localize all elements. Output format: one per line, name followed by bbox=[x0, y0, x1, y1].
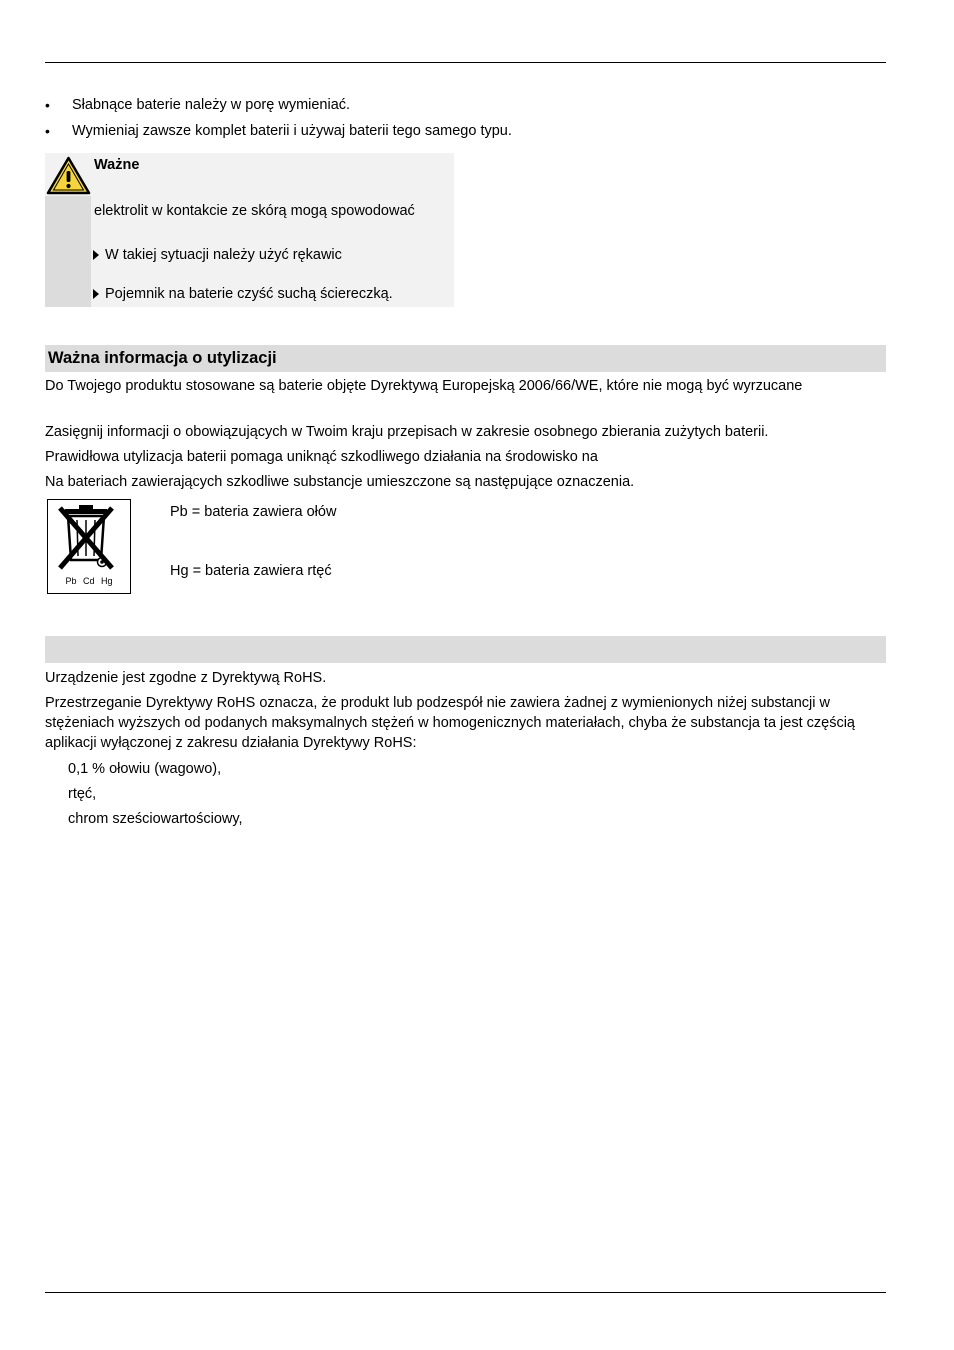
warning-strip bbox=[45, 196, 91, 307]
section-title-disposal: Ważna informacja o utylizacji bbox=[48, 349, 277, 367]
footer-rule bbox=[45, 1292, 886, 1293]
disposal-line: Prawidłowa utylizacja baterii pomaga uniknąć szkodliwego działania na środowisko na bbox=[45, 449, 598, 465]
warning-box bbox=[45, 153, 454, 307]
disposal-intro: Do Twojego produktu stosowane są baterie objęte Dyrektywą Europejską 2006/66/WE, które nie mogą być wyrzucane bbox=[45, 378, 803, 394]
rohs-item: 0,1 % ołowiu (wagowo), bbox=[68, 761, 222, 777]
arrow-icon bbox=[93, 250, 99, 260]
crossed-bin-symbol bbox=[47, 499, 131, 594]
warning-step: Pojemnik na baterie czyść suchą ściereczką. bbox=[105, 286, 393, 302]
warning-text: elektrolit w kontakcie ze skórą mogą spowodować bbox=[94, 203, 415, 219]
rohs-paragraph: Przestrzeganie Dyrektywy RoHS oznacza, że produkt lub podzespół nie zawiera żadnej z wymienionych niżej substancji w stężeniach wyższych od podanych maksymalnych stężeń w homogenicznych materiałach, chyba że substancja ta jest częścią aplikacji wyłączonej z zakresu działania Dyrektywy RoHS: bbox=[45, 695, 855, 751]
rohs-item: rtęć, bbox=[68, 786, 97, 802]
disposal-line: Na bateriach zawierających szkodliwe substancje umieszczone są następujące oznaczenia. bbox=[45, 474, 635, 490]
header-rule bbox=[45, 62, 886, 63]
disposal-line: Zasięgnij informacji o obowiązujących w Twoim kraju przepisach w zakresie osobnego zbierania zużytych baterii. bbox=[45, 424, 769, 440]
section-bar-rohs bbox=[45, 636, 886, 663]
list-item-text: Wymieniaj zawsze komplet baterii i używaj baterii tego samego typu. bbox=[72, 123, 512, 139]
bullet-dot: • bbox=[45, 97, 50, 113]
list-item-text: Słabnące baterie należy w porę wymieniać. bbox=[72, 97, 351, 113]
rohs-item: chrom sześciowartościowy, bbox=[68, 811, 243, 827]
warning-triangle-icon bbox=[45, 155, 92, 196]
crossed-bin-icon bbox=[48, 500, 130, 578]
warning-step: W takiej sytuacji należy użyć rękawic bbox=[105, 247, 342, 263]
warning-title: Ważne bbox=[94, 157, 140, 173]
bullet-dot: • bbox=[45, 123, 50, 139]
legend-item: Pb = bateria zawiera ołów bbox=[170, 504, 337, 520]
bin-label: Pb Cd Hg bbox=[65, 576, 113, 586]
arrow-icon bbox=[93, 289, 99, 299]
rohs-line: Urządzenie jest zgodne z Dyrektywą RoHS. bbox=[45, 670, 327, 686]
legend-item: Hg = bateria zawiera rtęć bbox=[170, 563, 332, 579]
